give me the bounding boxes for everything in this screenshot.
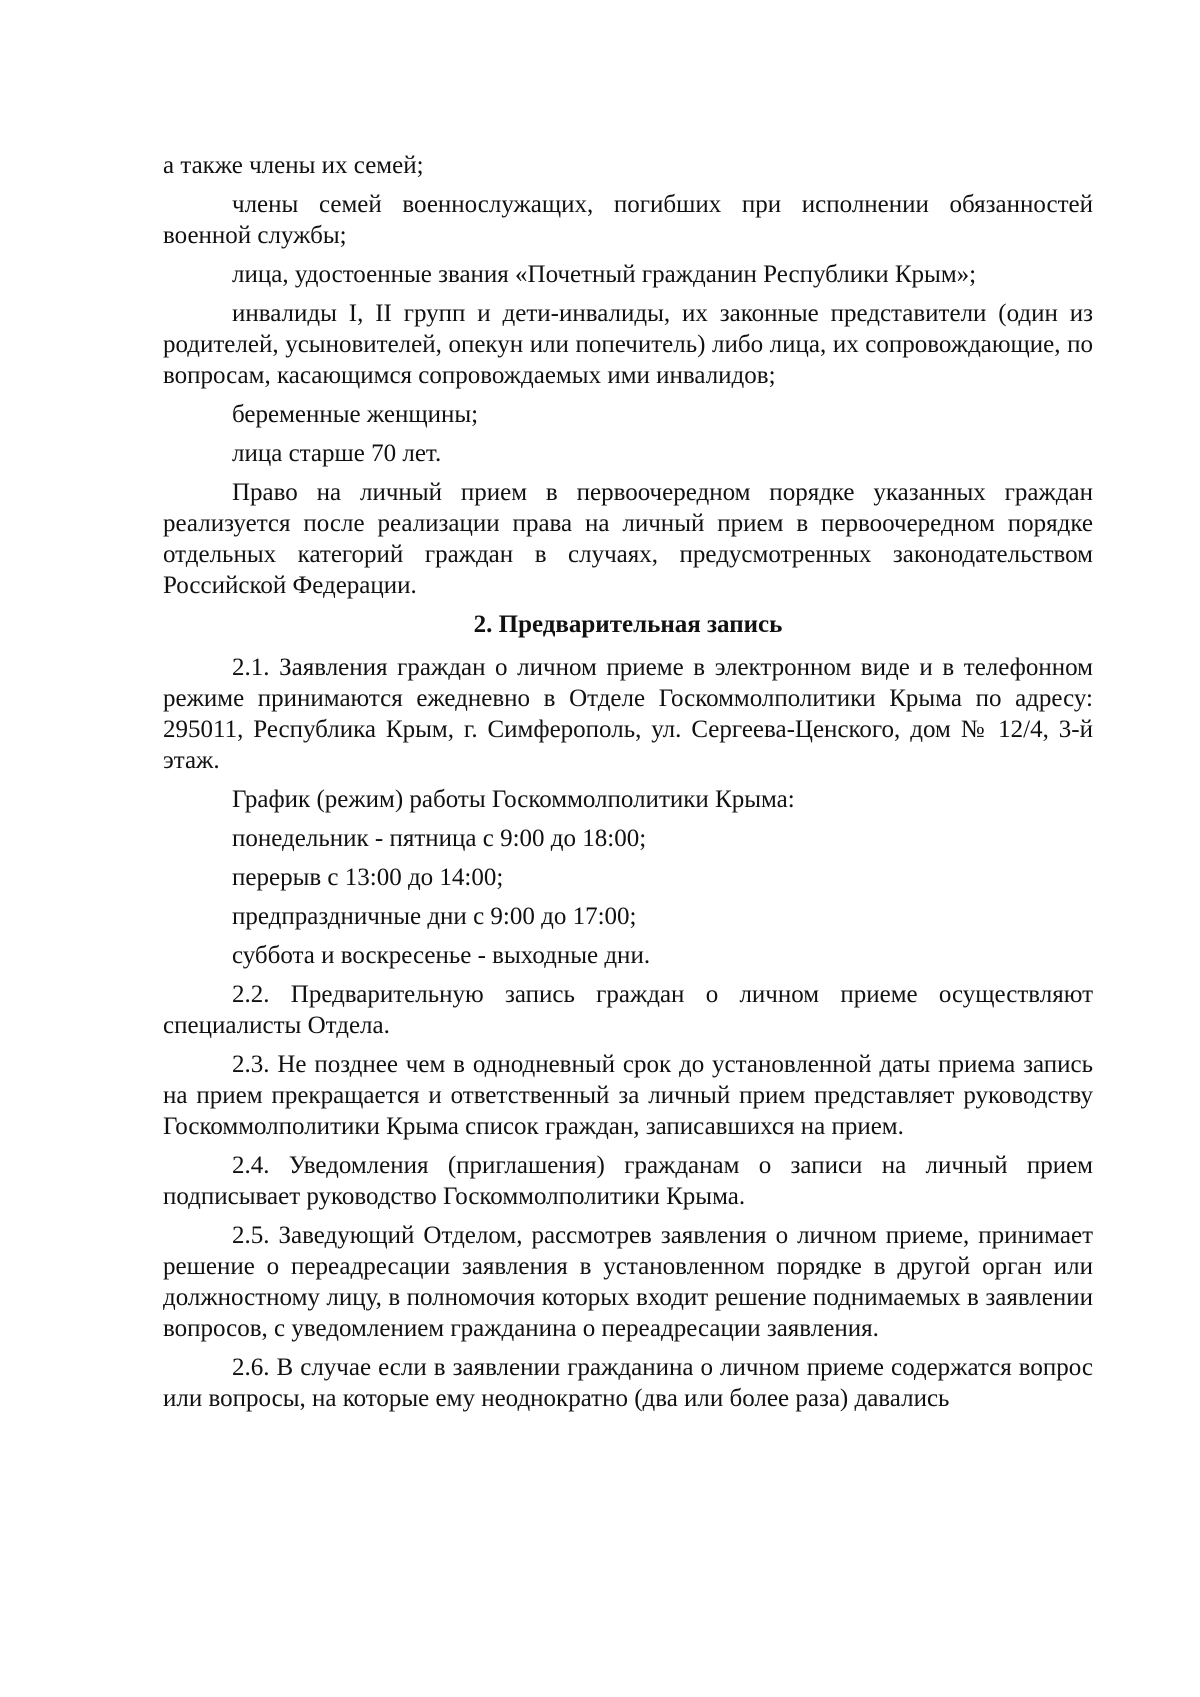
- paragraph-schedule-break: перерыв с 13:00 до 14:00;: [232, 864, 504, 891]
- document-page: [163, 150, 1093, 1422]
- paragraph-military-families: члены семей военнослужащих, погибших при исполнении обязанностей военной службы;: [163, 191, 1093, 249]
- paragraph-schedule-weekend: суббота и воскресенье - выходные дни.: [232, 942, 651, 969]
- paragraph-over-70: лица старше 70 лет.: [232, 440, 442, 467]
- paragraph-2-5: 2.5. Заведующий Отделом, рассмотрев заявления о личном приеме, принимает решение о переадресации заявления в установленном порядке в другой орган или должностному лицу, в полномочия которых входит решение поднимаемых в заявлении вопросов, с уведомлением гражданина о переадресации заявления.: [163, 1222, 1093, 1342]
- paragraph-2-2: 2.2. Предварительную запись граждан о личном приеме осуществляют специалисты Отдела.: [163, 981, 1093, 1039]
- paragraph-priority-right: Право на личный прием в первоочередном порядке указанных граждан реализуется после реализации права на личный прием в первоочередном порядке отдельных категорий граждан в случаях, предусмотренных законодательством Российской Федерации.: [163, 479, 1093, 599]
- paragraph-schedule-preholiday: предпраздничные дни с 9:00 до 17:00;: [232, 903, 637, 930]
- paragraph-disabled-persons: инвалиды I, II групп и дети-инвалиды, их законные представители (один из родителей, усыновителей, опекун или попечитель) либо лица, их сопровождающие, по вопросам, касающимся сопровождаемых ими инвалидов;: [163, 300, 1093, 389]
- paragraph-schedule-title: График (режим) работы Госкоммолполитики Крыма:: [232, 786, 795, 813]
- section-heading: 2. Предварительная запись: [473, 611, 783, 638]
- paragraph-2-3: 2.3. Не позднее чем в однодневный срок до установленной даты приема запись на прием прекращается и ответственный за личный прием представляет руководству Госкоммолполитики Крыма список граждан, записавшихся на прием.: [163, 1051, 1093, 1140]
- paragraph-family-members: а также члены их семей;: [163, 152, 424, 179]
- paragraph-2-1: 2.1. Заявления граждан о личном приеме в электронном виде и в телефонном режиме принимаются ежедневно в Отделе Госкоммолполитики Крыма по адресу: 295011, Республика Крым, г. Симферополь, ул. Сергеева-Ценского, дом № 12/4, 3-й этаж.: [163, 654, 1093, 774]
- paragraph-2-4: 2.4. Уведомления (приглашения) гражданам о записи на личный прием подписывает руководство Госкоммолполитики Крыма.: [163, 1152, 1093, 1210]
- paragraph-pregnant-women: беременные женщины;: [232, 401, 479, 428]
- paragraph-2-6: 2.6. В случае если в заявлении гражданина о личном приеме содержатся вопрос или вопросы, на которые ему неоднократно (два или более раза) давались: [163, 1354, 1093, 1412]
- paragraph-schedule-weekdays: понедельник - пятница с 9:00 до 18:00;: [232, 825, 647, 852]
- paragraph-honorary-citizens: лица, удостоенные звания «Почетный гражданин Республики Крым»;: [232, 261, 977, 288]
